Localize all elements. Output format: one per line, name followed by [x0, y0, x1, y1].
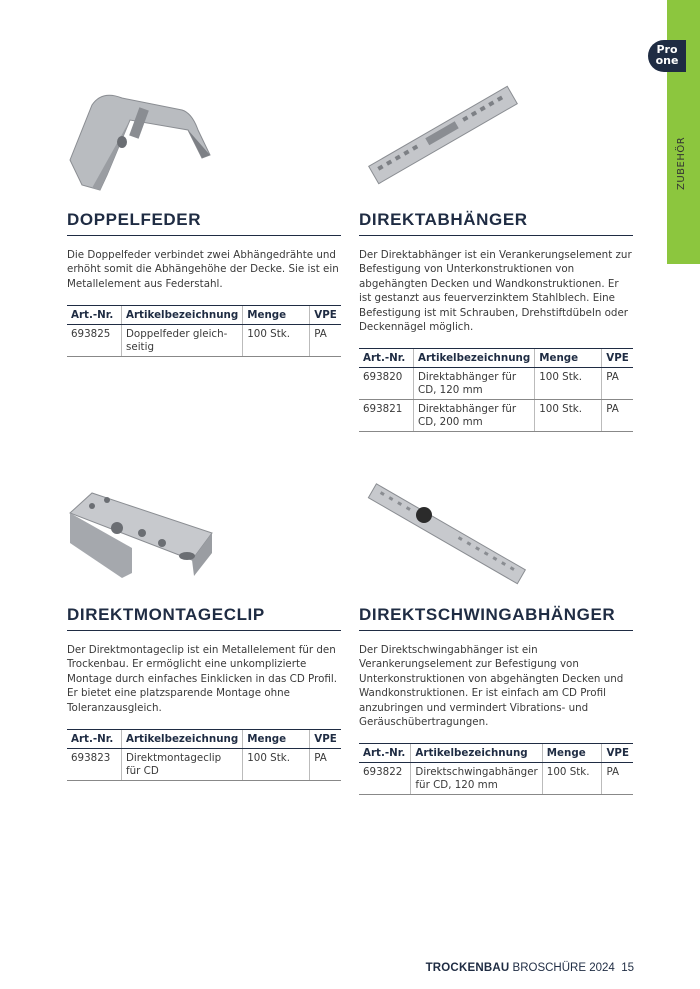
table-row: 693820 Direktabhänger für CD, 120 mm 100 Stk. PA — [359, 368, 633, 400]
product-table — [67, 305, 341, 357]
direktschwingabhaenger-image — [358, 475, 533, 595]
col-name: Artikelbezeichnung — [414, 349, 535, 368]
footer-title-rest: BROSCHÜRE 2024 — [509, 962, 615, 974]
page-footer — [426, 962, 634, 974]
product-description: Der Direktmontageclip ist ein Metallelement für den Trockenbau. Er ermöglicht eine unkomplizierte Montage durch einfaches Einklicken in das CD Profil. Er bietet eine platzsparende Montage ohne Toleranzausgleich. — [67, 644, 338, 714]
direktabhaenger-image — [358, 75, 528, 195]
direktmontageclip-image — [62, 488, 222, 588]
table-row: 693823 Direktmontageclip für CD 100 Stk. PA — [67, 749, 341, 781]
col-qty: Menge — [535, 349, 602, 368]
col-vpe: VPE — [602, 349, 633, 368]
product-table — [359, 348, 633, 432]
page-number: 15 — [621, 962, 634, 974]
product-title: DOPPELFEDER — [67, 210, 341, 236]
doppelfeder-image — [62, 80, 212, 195]
product-description: Die Doppelfeder verbindet zwei Abhängedrähte und erhöht somit die Abhängehöhe der Decke. Sie ist ein Metallelement aus Federstahl. — [67, 249, 339, 290]
col-vpe: VPE — [310, 306, 341, 325]
table-row: 693825 Doppelfeder gleich-seitig 100 Stk. PA — [67, 325, 341, 357]
col-art: Art.-Nr. — [359, 349, 414, 368]
section-label: ZUBEHÖR — [676, 136, 687, 190]
product-title: DIREKTMONTAGECLIP — [67, 605, 341, 631]
col-art: Art.-Nr. — [359, 744, 411, 763]
col-qty: Menge — [542, 744, 602, 763]
col-art: Art.-Nr. — [67, 730, 122, 749]
col-qty: Menge — [243, 730, 310, 749]
product-description: Der Direktschwingabhänger ist ein Verankerungselement zur Befestigung von Unterkonstruktionen von abgehängten Decken und Wandkonstruktionen. Er ist einfach am CD Profil anzubringen und vermindert Vibrations- und Geräuschübertragungen. — [359, 644, 624, 729]
product-table — [67, 729, 341, 781]
col-art: Art.-Nr. — [67, 306, 122, 325]
col-vpe: VPE — [602, 744, 633, 763]
product-direktmontageclip — [67, 605, 341, 781]
pro-one-logo: Pro one — [648, 40, 686, 72]
product-description: Der Direktabhänger ist ein Verankerungselement zur Befestigung von Unterkonstruktionen von abgehängten Decken und Wandkonstruktionen. Er ist gestanzt aus feuerverzinktem Stahlblech. Eine Befestigung ist mit Schrauben, Drehstiftdübeln oder Deckennägel möglich. — [359, 249, 632, 334]
product-title: DIREKTABHÄNGER — [359, 210, 633, 236]
table-row: 693821 Direktabhänger für CD, 200 mm 100 Stk. PA — [359, 400, 633, 432]
product-direktschwingabhaenger — [359, 605, 633, 795]
table-row: 693822 Direktschwingabhänger für CD, 120 mm 100 Stk. PA — [359, 763, 633, 795]
product-title: DIREKTSCHWINGABHÄNGER — [359, 605, 633, 631]
product-direktabhaenger — [359, 210, 633, 432]
footer-title-bold: TROCKENBAU — [425, 962, 510, 974]
col-qty: Menge — [243, 306, 310, 325]
col-vpe: VPE — [310, 730, 341, 749]
col-name: Artikelbezeichnung — [411, 744, 542, 763]
col-name: Artikelbezeichnung — [122, 730, 243, 749]
product-table — [359, 743, 633, 795]
col-name: Artikelbezeichnung — [122, 306, 243, 325]
product-doppelfeder — [67, 210, 341, 357]
